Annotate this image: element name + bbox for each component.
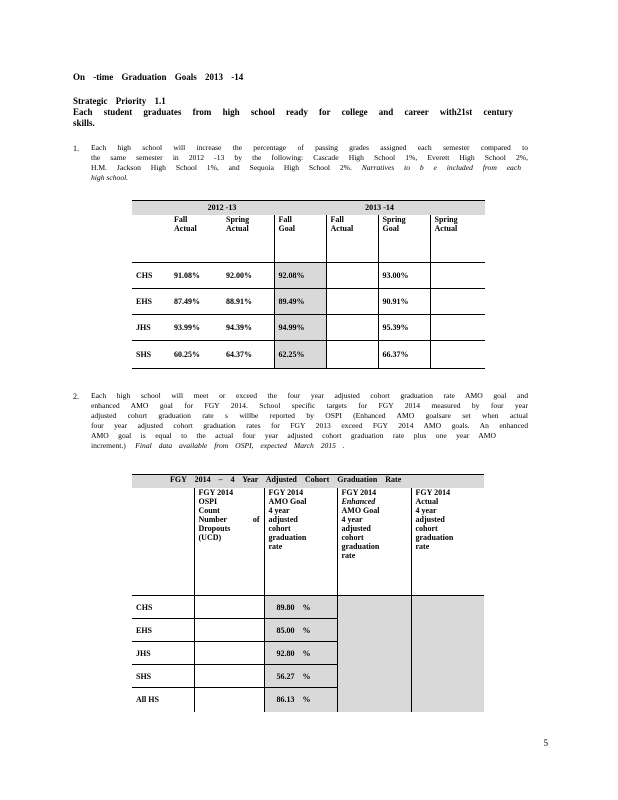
- goal-statement-end: skills.: [73, 118, 95, 128]
- col-header: Spring Actual: [430, 215, 485, 263]
- semester-grades-table: [132, 200, 485, 369]
- table-row: EHS 87.49% 88.91% 89.49% 90.91%: [132, 289, 485, 315]
- col-header: Fall Actual: [326, 215, 378, 263]
- col-header: Fall Actual: [174, 214, 197, 233]
- item1-line: high school.: [91, 173, 129, 182]
- table-row: EHS 85.00 %: [132, 619, 484, 642]
- table2-header: FGY 2014 – 4 Year Adjusted Cohort Graduation Rate: [132, 475, 484, 488]
- table2-col-headers: [132, 488, 484, 596]
- item2-line: adjusted cohort graduation rate s willbe reported by OSPI (Enhanced AMO goalsare set when actual: [91, 411, 528, 420]
- item2-line: increment.) Final data available from OSPI, expected March 2015 .: [91, 441, 345, 450]
- year-header: 2012 -13: [170, 201, 274, 215]
- col-header: Spring Goal: [378, 215, 430, 263]
- strategic-priority: Strategic Priority 1.1: [73, 96, 166, 106]
- item1-paragraph: [91, 143, 528, 183]
- page-number: 5: [543, 738, 548, 748]
- item2-line: enhanced AMO goal for FGY 2014. School specific targets for FGY 2014 measured by four year: [91, 401, 528, 410]
- table-row: CHS 89.80 %: [132, 596, 484, 619]
- col-header: Fall Goal: [274, 215, 326, 263]
- item2-paragraph: [91, 391, 528, 451]
- table-row: CHS 91.08% 92.00% 92.08% 93.00%: [132, 263, 485, 289]
- table-row: JHS 92.80 %: [132, 642, 484, 665]
- table-row: All HS 86.13 %: [132, 688, 484, 712]
- col-header: FGY 2014 Enhanced AMO Goal 4 year adjusted cohort graduation rate: [337, 488, 411, 596]
- col-header: FGY 2014 OSPI Count Number of Dropouts (UCD): [194, 488, 264, 596]
- item1-line: the same semester in 2012 -13 by the following: Cascade High School 1%, Everett High School 2%,: [91, 153, 528, 162]
- col-header: Spring Actual: [226, 214, 250, 233]
- item1-number: 1.: [73, 144, 79, 153]
- year-header: 2013 -14: [274, 201, 485, 215]
- item2-number: 2.: [73, 392, 79, 401]
- col-header: FGY 2014 Actual 4 year adjusted cohort graduation rate: [411, 488, 484, 596]
- item2-line: Each high school will meet or exceed the four year adjusted cohort graduation rate AMO goal and: [91, 391, 528, 400]
- page-title: On -time Graduation Goals 2013 -14: [73, 72, 244, 82]
- item2-line: AMO goal is equal to the actual four year adjusted cohort graduation rate plus one year AMO: [91, 431, 496, 440]
- cohort-graduation-table: [132, 474, 484, 712]
- item1-line: H.M. Jackson High School 1%, and Sequoia High School 2%. Narratives to b e included from each: [91, 163, 522, 172]
- item1-line: Each high school will increase the percentage of passing grades assigned each semester compared to: [91, 143, 528, 152]
- table-row: JHS 93.99% 94.39% 94.99% 95.39%: [132, 315, 485, 341]
- table-row: SHS 60.25% 64.37% 62.25% 66.37%: [132, 341, 485, 369]
- table-row: SHS 56.27 %: [132, 665, 484, 688]
- goal-statement: Each student graduates from high school ready for college and career with21st century: [73, 107, 513, 117]
- col-header: FGY 2014 AMO Goal 4 year adjusted cohort graduation rate: [264, 488, 337, 596]
- item2-line: four year adjusted cohort graduation rates for FGY 2013 exceed FGY 2014 AMO goals. An enhanced: [91, 421, 528, 430]
